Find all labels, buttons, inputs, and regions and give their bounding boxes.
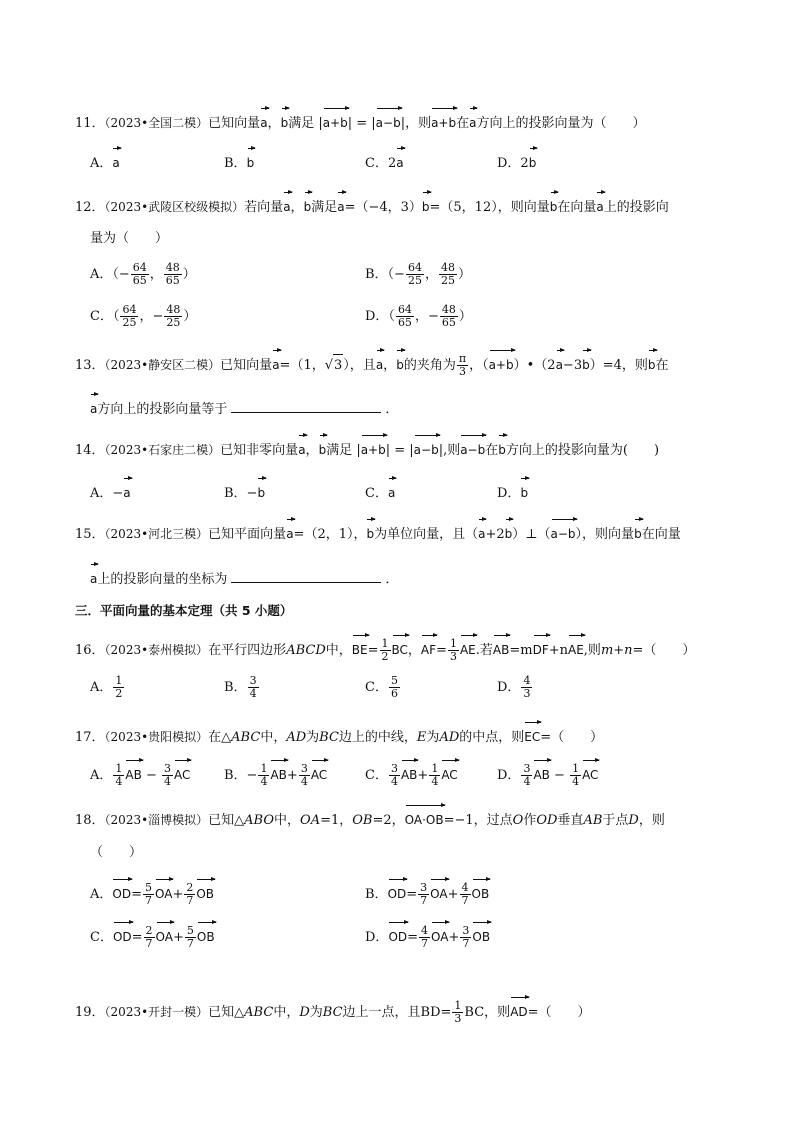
italic-label: ABC (231, 730, 261, 745)
stem-text: =（1， (279, 358, 325, 373)
option-d[interactable] (497, 758, 598, 788)
question-number: 11． (75, 116, 105, 131)
vector-b: b (582, 348, 590, 376)
vector-be: BE (352, 633, 368, 661)
italic-label: OA (300, 813, 321, 828)
vector-df: DF (533, 633, 549, 661)
option-label: A． (90, 887, 113, 902)
fraction: $\frac{2}{7}$ (186, 881, 194, 907)
question-source: （2023•石家庄二模） (104, 443, 221, 457)
stem-text: 为 (306, 730, 320, 745)
fraction: $\frac{4}{7}$ (421, 924, 429, 950)
question-15 (75, 517, 735, 546)
question-source: （2023•河北三模） (104, 527, 209, 541)
vector-a: a (272, 348, 279, 376)
option-a[interactable] (90, 675, 125, 700)
sep: ） (182, 267, 196, 282)
stem-text: ． (385, 572, 399, 587)
stem-text: 在 (456, 116, 470, 131)
fraction: $\frac{1}{2}$ (115, 674, 123, 700)
stem-text: 已知平面向量 (208, 527, 287, 542)
option-b[interactable] (365, 262, 471, 287)
stem-text: 中， (260, 730, 287, 745)
vector-b: b (550, 190, 558, 218)
stem-text: =（ ） (527, 1005, 591, 1020)
stem-text: =−1，过点 (443, 813, 513, 828)
stem-text: 为 (309, 1005, 323, 1020)
stem-text: ）=4，则 (589, 358, 648, 373)
stem-text: ,则 (583, 643, 601, 658)
vector-ab: AB (533, 758, 549, 786)
vector-a: a (396, 146, 403, 174)
italic-label: ABO (244, 813, 275, 828)
fraction: $\frac{4}{3}$ (523, 674, 531, 700)
option-c[interactable]: C．OD= $\frac{2}{7}$ OA+ $\frac{5}{7}$ OB (90, 920, 215, 950)
section-heading: 三．平面向量的基本定理（共 5 小题） (75, 603, 293, 618)
question-source: （2023•全国二模） (104, 116, 209, 130)
fraction: $\frac{1}{3}$ (454, 999, 462, 1025)
sep: ） (458, 309, 472, 324)
stem-text: 在 (655, 358, 669, 373)
vector-oa: OA (430, 877, 447, 905)
stem-text: 满足 | (288, 116, 323, 131)
stem-text: 于点 (602, 813, 629, 828)
vector-b: b (281, 106, 289, 134)
fraction: $\frac{3}{4}$ (390, 762, 398, 788)
question-13-cont (90, 392, 750, 421)
stem-text: =（2，1）， (293, 527, 367, 542)
vector-diff: a−b (414, 433, 439, 461)
fraction: $\frac{2}{7}$ (145, 924, 153, 950)
vector-sum: a+b (323, 106, 348, 134)
option-a[interactable] (90, 758, 190, 788)
stem-text: 在平行四边形 (208, 643, 287, 658)
option-label: B． (224, 156, 247, 171)
stem-text: 边上的中线， (338, 730, 417, 745)
vector-a: a (283, 190, 290, 218)
italic-label: m+n (600, 643, 633, 658)
option-b[interactable] (224, 476, 265, 505)
option-a[interactable]: A．OD= $\frac{5}{7}$ OA+ $\frac{2}{7}$ OB (90, 877, 214, 907)
fraction: $\frac{3}{4}$ (249, 674, 257, 700)
stem-text: 在△ (208, 730, 232, 745)
stem-text: 已知向量 (208, 116, 261, 131)
stem-text: |,则 (438, 443, 461, 458)
option-a[interactable] (90, 262, 196, 287)
question-18-cont (90, 842, 750, 864)
option-d[interactable] (497, 476, 528, 505)
option-label: D．2 (497, 156, 529, 171)
italic-label: ABCD (286, 643, 326, 658)
stem-text: +n (548, 643, 568, 658)
vector-ac: AC (174, 758, 190, 786)
stem-text: 中， (274, 813, 301, 828)
vector-a: a (112, 146, 119, 174)
stem-text: =（ ） (632, 643, 696, 658)
stem-text: =（−4，3） (344, 200, 422, 215)
vector-ob: OB (197, 920, 215, 948)
vector-ac: AC (582, 758, 598, 786)
stem-text: =m (509, 643, 533, 658)
italic-label: OD (536, 813, 558, 828)
vector-od: OD (388, 920, 407, 948)
vector-od: OD (113, 920, 132, 948)
stem-text: ），且 (343, 358, 376, 373)
stem-text: 已知非零向量 (220, 443, 299, 458)
option-a[interactable] (90, 146, 120, 175)
italic-label: ABC (244, 1005, 274, 1020)
question-number: 16． (75, 643, 105, 658)
fraction: $\frac{48}{25}$ (166, 303, 181, 329)
vector-ob: OB (196, 877, 214, 905)
question-11 (75, 106, 735, 135)
stem-text: =（ ） (540, 730, 604, 745)
vector-a: a (556, 348, 563, 376)
option-label: B．（− (365, 267, 405, 282)
option-label: A．− (90, 486, 124, 501)
sep: ） (183, 309, 197, 324)
fraction: $\frac{3}{4}$ (300, 762, 308, 788)
vector-ob: OB (472, 877, 490, 905)
vector-oa: OA (431, 920, 448, 948)
fraction: $\frac{64}{65}$ (132, 261, 147, 287)
vector-a: a (298, 433, 305, 461)
italic-label: D (628, 813, 639, 828)
question-14 (75, 433, 735, 462)
vector-ab: AB (493, 633, 509, 661)
option-a[interactable] (90, 476, 131, 505)
vector-ob: OB (472, 920, 490, 948)
question-source: （2023•淄博模拟） (104, 813, 209, 827)
question-source: （2023•开封一模） (104, 1005, 209, 1019)
stem-text: ，则 (484, 1005, 511, 1020)
italic-label: OB (352, 813, 373, 828)
op: − (549, 768, 570, 783)
option-b[interactable] (224, 758, 327, 788)
fraction: $\frac{64}{25}$ (122, 303, 137, 329)
stem-text: ， (383, 358, 397, 373)
vector-b: b (498, 433, 506, 461)
vector-od: OD (388, 877, 407, 905)
fraction: $\frac{3}{4}$ (164, 762, 172, 788)
vector-dot: OA·OB (405, 803, 444, 831)
fraction: $\frac{3}{4}$ (523, 762, 531, 788)
option-label: D． (497, 680, 521, 695)
stem-text: 作 (523, 813, 537, 828)
option-label: A． (90, 768, 113, 783)
fraction: $\frac{5}{7}$ (186, 924, 194, 950)
stem-text: | = | (347, 116, 376, 131)
vector-a: a (90, 392, 97, 420)
option-label: A．（− (90, 267, 130, 282)
vector-b: b (247, 146, 255, 174)
sep: ） (457, 267, 471, 282)
fraction: $\frac{1}{4}$ (572, 762, 580, 788)
question-18 (75, 803, 735, 832)
stem-text: ，则 (638, 813, 665, 828)
vector-bc: BC (392, 633, 408, 661)
vector-oa: OA (155, 877, 172, 905)
italic-label: E (416, 730, 427, 745)
stem-text: BD= (420, 1005, 452, 1020)
vector-sum: a+b (431, 106, 456, 134)
italic-label: AD (439, 730, 460, 745)
stem-text: |，则 (400, 116, 432, 131)
option-label: B． (224, 680, 247, 695)
italic-label: BC (322, 1005, 343, 1020)
vector-b: b (648, 348, 656, 376)
question-number: 19． (75, 1005, 105, 1020)
stem-text: 已知向量 (220, 358, 273, 373)
stem-text: 的中点，则 (459, 730, 525, 745)
fraction: $\frac{5}{7}$ (144, 881, 152, 907)
vector-ae: AE (460, 633, 476, 661)
op: − (141, 768, 162, 783)
vector-a: a (260, 106, 267, 134)
stem-text: ，（ (469, 358, 489, 373)
stem-text: ， (267, 116, 281, 131)
vector-b: b (396, 348, 404, 376)
vector-diff: a−b (460, 433, 485, 461)
vector-ec: EC (524, 720, 540, 748)
fraction: $\frac{1}{2}$ (381, 637, 389, 663)
stem-text: 满足 (311, 200, 338, 215)
italic-label: D (299, 1005, 310, 1020)
fraction: $\frac{3}{7}$ (462, 924, 470, 950)
question-source: （2023•泰州模拟） (104, 643, 209, 657)
option-label: D． (497, 768, 521, 783)
vector-b: b (257, 476, 265, 504)
stem-text: 在向量 (641, 527, 681, 542)
option-label: D．（ (365, 309, 395, 324)
vector-a: a (90, 562, 97, 590)
vector-sum: a+b (361, 433, 386, 461)
stem-text: 上的投影向 (603, 200, 669, 215)
vector-b: b (319, 433, 327, 461)
vector-ac: AC (311, 758, 327, 786)
stem-text: 垂直 (557, 813, 584, 828)
vector-sum: a+b (489, 348, 514, 376)
option-label: C．2 (365, 156, 397, 171)
fraction: $\frac{64}{65}$ (397, 303, 412, 329)
stem-text: =2， (372, 813, 405, 828)
question-16: 16．（2023•泰州模拟）在平行四边形ABCD中，BE= $\frac{1}{2}$ BC，AF= $\frac{1}{3}$ AE.若AB=mDF+nAE,则m+n=（ ） (75, 633, 735, 663)
stem-text: 中， (273, 1005, 300, 1020)
vector-ab: AB (270, 758, 286, 786)
sep: ，− (139, 309, 164, 324)
stem-text: 上的投影向量的坐标为 (97, 572, 228, 587)
stem-text: ）•（2 (513, 358, 556, 373)
vector-b: b (304, 190, 312, 218)
italic-label: BC (319, 730, 339, 745)
option-label: C． (365, 768, 388, 783)
option-label: C．（ (90, 309, 120, 324)
vector-oa: OA (156, 920, 173, 948)
vector-a: a (388, 476, 395, 504)
stem-text: ， (305, 443, 319, 458)
stem-text: ）⊥（ (512, 527, 551, 542)
option-d[interactable]: D．OD= $\frac{4}{7}$ OA+ $\frac{3}{7}$ OB (365, 920, 490, 950)
stem-text: .若 (475, 643, 493, 658)
fraction: $\frac{1}{4}$ (431, 762, 439, 788)
vector-od: OD (112, 877, 131, 905)
vector-ae: AE (568, 633, 584, 661)
question-source: （2023•静安区二模） (104, 358, 221, 372)
op: + (417, 768, 429, 783)
vector-diff: a−b (376, 106, 401, 134)
question-15-cont (90, 562, 750, 591)
option-label: C． (90, 930, 113, 945)
option-b[interactable] (224, 146, 254, 175)
stem-text: 在 (485, 443, 499, 458)
vector-a: a (478, 517, 485, 545)
fraction: $\frac{3}{7}$ (420, 881, 428, 907)
option-label: D． (365, 930, 389, 945)
answer-blank[interactable] (231, 570, 381, 583)
question-13: 13．（2023•静安区二模）已知向量a=（1，√3），且a，b的夹角为 $\frac{\pi}{3}$ ，（a+b）•（2a−3b）=4，则b在 (75, 348, 735, 378)
stem-text: +2 (485, 527, 505, 542)
fraction: $\frac{1}{3}$ (449, 637, 457, 663)
option-label: C． (365, 486, 388, 501)
fraction: $\frac{48}{25}$ (440, 261, 455, 287)
stem-text: −3 (562, 358, 583, 373)
fraction: $\frac{1}{4}$ (260, 762, 268, 788)
vector-b: b (520, 476, 528, 504)
fraction: $\frac{64}{25}$ (407, 261, 422, 287)
option-d[interactable] (497, 675, 533, 700)
stem-text: ． (385, 402, 399, 417)
stem-text: 为 (426, 730, 440, 745)
question-number: 18． (75, 813, 105, 828)
stem-text: （ ） (90, 845, 143, 860)
stem-text: 满足 | (326, 443, 361, 458)
question-number: 14． (75, 443, 105, 458)
option-c[interactable] (365, 675, 401, 700)
fraction: $\frac{1}{4}$ (115, 762, 123, 788)
vector-b: b (505, 517, 513, 545)
stem-text: 的夹角为 (403, 358, 456, 373)
vector-a: a (376, 348, 383, 376)
stem-text: 方向上的投影向量等于 (97, 402, 228, 417)
option-c[interactable] (365, 758, 458, 788)
italic-label: AD (286, 730, 307, 745)
fraction-pi-over-3: $\frac{\pi}{3}$ (458, 352, 467, 378)
option-c[interactable] (365, 476, 395, 505)
op: + (286, 768, 298, 783)
stem-text: 边上一点，且 (342, 1005, 421, 1020)
stem-text: ），则向量 (575, 527, 635, 542)
stem-text: 已知△ (208, 1005, 245, 1020)
fraction: $\frac{48}{65}$ (441, 303, 456, 329)
option-c[interactable] (90, 304, 196, 329)
fraction: $\frac{4}{7}$ (461, 881, 469, 907)
vector-b: b (634, 517, 642, 545)
italic-label: AB (583, 813, 603, 828)
sep: ， (424, 267, 438, 282)
option-label: D． (497, 486, 521, 501)
option-label: B．− (224, 486, 258, 501)
stem-text: 为单位向量，且（ (374, 527, 479, 542)
option-b[interactable]: B．OD= $\frac{3}{7}$ OA+ $\frac{4}{7}$ OB (365, 877, 489, 907)
question-number: 13． (75, 358, 105, 373)
question-number: 12． (75, 200, 105, 215)
answer-blank[interactable] (231, 400, 381, 413)
question-source: （2023•武陵区校级模拟） (104, 200, 245, 214)
stem-text: 在向量 (557, 200, 597, 215)
option-b[interactable] (224, 675, 260, 700)
question-source: （2023•贵阳模拟） (104, 730, 209, 744)
vector-diff: a−b (551, 517, 576, 545)
stem-text: ， (290, 200, 304, 215)
vector-ad: AD (510, 995, 527, 1023)
question-number: 15． (75, 527, 105, 542)
vector-b: b (529, 146, 537, 174)
italic-label: O (512, 813, 524, 828)
option-d[interactable] (497, 146, 536, 175)
question-19 (75, 995, 735, 1025)
stem-text: 中， (325, 643, 352, 658)
option-label: B．− (224, 768, 258, 783)
stem-text: 方向上的投影向量为( ) (505, 443, 660, 458)
question-number: 17． (75, 730, 105, 745)
sqrt-radicand: 3 (333, 354, 343, 377)
stem-text: | = | (385, 443, 414, 458)
option-label: B． (365, 887, 388, 902)
option-d[interactable] (365, 304, 472, 329)
vector-a: a (337, 190, 344, 218)
fraction: $\frac{48}{65}$ (165, 261, 180, 287)
stem-text: BC (464, 1005, 485, 1020)
question-12-cont (90, 228, 750, 250)
stem-text: 若向量 (244, 200, 284, 215)
vector-a: a (123, 476, 130, 504)
stem-text: 已知△ (208, 813, 245, 828)
vector-ab: AB (125, 758, 141, 786)
stem-text: 量为（ ） (90, 231, 169, 246)
vector-af: AF (421, 633, 436, 661)
vector-ab: AB (401, 758, 417, 786)
stem-text: 方向上的投影向量为（ ） (476, 116, 646, 131)
option-c[interactable] (365, 146, 404, 175)
option-label: C． (365, 680, 388, 695)
sep: ，− (414, 309, 439, 324)
option-label: A． (90, 680, 113, 695)
stem-text: =（5，12），则向量 (429, 200, 550, 215)
vector-a: a (469, 106, 476, 134)
vector-a: a (596, 190, 603, 218)
option-label: A． (90, 156, 113, 171)
vector-a: a (286, 517, 293, 545)
question-12 (75, 190, 735, 219)
vector-b: b (422, 190, 430, 218)
sep: ， (149, 267, 163, 282)
question-17 (75, 720, 735, 749)
vector-ac: AC (441, 758, 457, 786)
stem-text: =1， (320, 813, 353, 828)
fraction: $\frac{5}{6}$ (390, 674, 398, 700)
vector-b: b (366, 517, 374, 545)
